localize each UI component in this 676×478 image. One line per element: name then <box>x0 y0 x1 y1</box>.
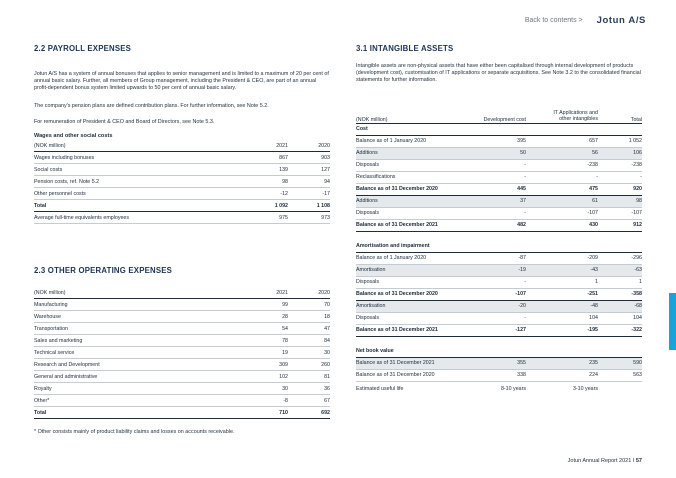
value-2021: 78 <box>246 335 288 347</box>
row-label: Estimated useful life <box>356 385 404 392</box>
value-total: 920 <box>598 183 642 195</box>
value-2020: 94 <box>288 176 330 188</box>
spacer-cell <box>356 231 642 241</box>
intangible-row <box>356 219 642 231</box>
value-2020: 973 <box>288 212 330 224</box>
value-2020: -17 <box>288 188 330 200</box>
value-it-applications: -107 <box>526 207 598 219</box>
value-2021: 54 <box>246 323 288 335</box>
wages-row <box>34 176 330 188</box>
value-2020: 1 108 <box>288 200 330 212</box>
intangible-row <box>356 312 642 324</box>
value-it-applications: 430 <box>526 219 598 231</box>
empty-cell <box>598 381 642 396</box>
row-label: Other* <box>34 395 246 407</box>
value-development-cost: 395 <box>460 135 526 147</box>
value-it-applications: 56 <box>526 147 598 159</box>
value-development-cost: - <box>460 276 526 288</box>
value-2021: 102 <box>246 371 288 383</box>
value-2020: 18 <box>288 311 330 323</box>
value-total: 1 <box>598 276 642 288</box>
value-2020: 84 <box>288 335 330 347</box>
row-label: Amortisation <box>356 264 460 276</box>
net-book-value-section-title <box>356 346 642 358</box>
value-2021: 19 <box>246 347 288 359</box>
value-development-cost: -19 <box>460 264 526 276</box>
opex-col-2020: 2020 <box>288 287 330 299</box>
opex-col-unit: (NOK million) <box>34 287 246 299</box>
value-it-applications: -209 <box>526 252 598 264</box>
row-label: Average full-time equivalents employees <box>34 212 246 224</box>
opex-row <box>34 347 330 359</box>
row-label: Balance as of 31 December 2020 <box>356 369 460 381</box>
pension-note: The company's pension plans are defined contribution plans. For further information, see Note 5.2. <box>34 102 269 109</box>
value-it-applications: -48 <box>526 300 598 312</box>
opex-row <box>34 323 330 335</box>
value-total: -322 <box>598 324 642 336</box>
intangible-row <box>356 171 642 183</box>
value-development-cost: 355 <box>460 357 526 369</box>
row-label: Wages including bonuses <box>34 152 246 164</box>
opex-col-2021: 2021 <box>246 287 288 299</box>
value-2021: 28 <box>246 311 288 323</box>
row-label: Balance as of 31 December 2021 <box>356 357 460 369</box>
remuneration-note: For remuneration of President & CEO and Board of Directors, see Note 5.3. <box>34 118 215 125</box>
value-2021: 975 <box>246 212 288 224</box>
left-column <box>34 44 330 436</box>
opex-row <box>34 395 330 407</box>
value-it-applications: 224 <box>526 369 598 381</box>
intangible-row <box>356 357 642 369</box>
payroll-title: 2.2 PAYROLL EXPENSES <box>34 44 132 53</box>
value-it-applications: 1 <box>526 276 598 288</box>
row-label: Total <box>34 407 246 419</box>
row-label: Balance as of 31 December 2021 <box>356 219 460 231</box>
row-label: Research and Development <box>34 359 246 371</box>
row-label: Warehouse <box>34 311 246 323</box>
value-2020: 67 <box>288 395 330 407</box>
intangible-row <box>356 159 642 171</box>
row-label: Manufacturing <box>34 299 246 311</box>
value-it-applications: -251 <box>526 288 598 300</box>
intangible-row <box>356 288 642 300</box>
section-accent-bar <box>669 293 676 350</box>
row-label: Additions <box>356 195 460 207</box>
wages-total-row <box>34 200 330 212</box>
value-2021: 99 <box>246 299 288 311</box>
row-label: Disposals <box>356 276 460 288</box>
page-number: 57 <box>635 458 642 464</box>
value-total: 590 <box>598 357 642 369</box>
value-total: 98 <box>598 195 642 207</box>
row-label: Disposals <box>356 207 460 219</box>
footer-report-title: Jotun Annual Report 2021 <box>567 458 632 464</box>
value-it-applications: 475 <box>526 183 598 195</box>
value-2021: 710 <box>246 407 288 419</box>
section-spacer <box>356 336 642 346</box>
opex-row <box>34 383 330 395</box>
value-it-applications: 61 <box>526 195 598 207</box>
row-label: Balance as of 1 January 2020 <box>356 135 460 147</box>
opex-row <box>34 299 330 311</box>
wages-col-2020: 2020 <box>288 140 330 152</box>
value-2021: -12 <box>246 188 288 200</box>
value-2021: 98 <box>246 176 288 188</box>
intangible-col-it <box>526 105 598 124</box>
row-label: Additions <box>356 147 460 159</box>
page-header <box>525 13 646 27</box>
amortisation-section-title <box>356 241 642 253</box>
row-label: Social costs <box>34 164 246 176</box>
value-total: -107 <box>598 207 642 219</box>
value-development-cost: -107 <box>460 288 526 300</box>
value-total: 1 052 <box>598 135 642 147</box>
row-label: Balance as of 1 January 2020 <box>356 252 460 264</box>
wages-table-title: Wages and other social costs <box>34 133 113 140</box>
intangible-col-it-line1: IT Applications and <box>553 109 598 116</box>
value-2020: 81 <box>288 371 330 383</box>
value-development-cost: - <box>460 159 526 171</box>
intangible-row <box>356 276 642 288</box>
value-2021: 30 <box>246 383 288 395</box>
right-column <box>356 44 642 396</box>
value-development-cost: 338 <box>460 369 526 381</box>
intangible-col-unit: (NOK million) <box>356 105 460 124</box>
row-label: Technical service <box>34 347 246 359</box>
value-total: 912 <box>598 219 642 231</box>
brand-logo-text: Jotun A/S <box>596 14 646 26</box>
value-it-applications: 657 <box>526 135 598 147</box>
value-2020: 70 <box>288 299 330 311</box>
section-spacer <box>356 231 642 241</box>
intangible-col-dev: Development cost <box>460 105 526 124</box>
value-2020: 30 <box>288 347 330 359</box>
value-development-cost: 50 <box>460 147 526 159</box>
value-2020: 47 <box>288 323 330 335</box>
row-label: Transportation <box>34 323 246 335</box>
section-title: Cost <box>356 123 642 135</box>
value-total: -296 <box>598 252 642 264</box>
intangible-row <box>356 183 642 195</box>
value-it-applications: - <box>526 171 598 183</box>
value-2021: 309 <box>246 359 288 371</box>
value-total: -63 <box>598 264 642 276</box>
value-development-cost: 482 <box>460 219 526 231</box>
value-development-cost: -127 <box>460 324 526 336</box>
wages-row <box>34 152 330 164</box>
value-total: 563 <box>598 369 642 381</box>
value-it-applications: -43 <box>526 264 598 276</box>
useful-life-row <box>356 381 642 396</box>
opex-footnote: * Other consists mainly of product liability claims and losses on accounts receivable. <box>34 429 235 436</box>
value-development-cost: - <box>460 171 526 183</box>
row-label: Disposals <box>356 312 460 324</box>
intangible-row <box>356 252 642 264</box>
value-development-cost: -20 <box>460 300 526 312</box>
intangible-row <box>356 135 642 147</box>
footer-separator: I <box>632 458 635 464</box>
row-label: Royalty <box>34 383 246 395</box>
row-label: Balance as of 31 December 2021 <box>356 324 460 336</box>
wages-table <box>34 140 330 224</box>
value-2020: 903 <box>288 152 330 164</box>
payroll-intro: Jotun A/S has a system of annual bonuses that applies to senior management and is limited to a maximum of 20 per cent of annual basic salary. Further, all members of Group management, including the President & CEO, are part of an annual profit-dependent bonus system limited upwards to 50 per cent of annual basic salary. <box>34 71 329 92</box>
value-total: -238 <box>598 159 642 171</box>
wages-row <box>34 164 330 176</box>
value-2020: 260 <box>288 359 330 371</box>
row-label: Other personnel costs <box>34 188 246 200</box>
intangible-row <box>356 300 642 312</box>
value-total: 106 <box>598 147 642 159</box>
opex-title: 2.3 OTHER OPERATING EXPENSES <box>34 266 173 276</box>
value-2020: 127 <box>288 164 330 176</box>
row-label: Sales and marketing <box>34 335 246 347</box>
opex-row <box>34 335 330 347</box>
row-label: Disposals <box>356 159 460 171</box>
value-total: -68 <box>598 300 642 312</box>
value-total: -358 <box>598 288 642 300</box>
value-total: - <box>598 171 642 183</box>
value-2020: 692 <box>288 407 330 419</box>
wages-col-unit: (NOK million) <box>34 140 246 152</box>
value-development-cost: -87 <box>460 252 526 264</box>
value-it-applications: 235 <box>526 357 598 369</box>
intangible-title: 3.1 INTANGIBLE ASSETS <box>356 44 454 53</box>
intangible-row <box>356 207 642 219</box>
intangible-row <box>356 324 642 336</box>
value-development-cost: 37 <box>460 195 526 207</box>
value-development-cost: 8-10 years <box>500 385 526 392</box>
section-title: Net book value <box>356 346 642 358</box>
value-2020: 36 <box>288 383 330 395</box>
row-label: Reclassifications <box>356 171 460 183</box>
opex-row <box>34 371 330 383</box>
row-label: Balance as of 31 December 2020 <box>356 183 460 195</box>
value-2021: 867 <box>246 152 288 164</box>
opex-table <box>34 287 330 419</box>
intangible-row <box>356 147 642 159</box>
spacer-cell <box>356 336 642 346</box>
value-it-applications: -195 <box>526 324 598 336</box>
section-title: Amortisation and impairment <box>356 241 642 253</box>
value-it-applications: -238 <box>526 159 598 171</box>
wages-row <box>34 188 330 200</box>
opex-row <box>34 311 330 323</box>
intangible-intro: Intangible assets are non-physical assets that have either been capitalised through internal development of products (development cost), customisation of IT applications or separate acquisitions. See Note 3.2 to the consolidated financial statements for further information. <box>356 63 641 84</box>
row-label: Amortisation <box>356 300 460 312</box>
row-label: General and administrative <box>34 371 246 383</box>
row-label: Total <box>34 200 246 212</box>
opex-row <box>34 359 330 371</box>
value-development-cost: 445 <box>460 183 526 195</box>
intangible-row <box>356 195 642 207</box>
value-it-applications: 104 <box>526 312 598 324</box>
value-2021: -8 <box>246 395 288 407</box>
row-label: Pension costs, ref. Note 5.2 <box>34 176 246 188</box>
intangible-col-it-line2: other intangibles <box>559 116 598 123</box>
value-2021: 139 <box>246 164 288 176</box>
row-label: Balance as of 31 December 2020 <box>356 288 460 300</box>
intangible-table <box>356 105 642 396</box>
intangible-col-total: Total <box>598 105 642 124</box>
wages-average-fte-row <box>34 212 330 224</box>
cost-section-title <box>356 123 642 135</box>
value-development-cost: - <box>460 312 526 324</box>
intangible-row <box>356 369 642 381</box>
page-footer <box>568 458 642 464</box>
intangible-row <box>356 264 642 276</box>
value-it-applications: 3-10 years <box>572 385 598 392</box>
value-development-cost: - <box>460 207 526 219</box>
back-to-contents-link[interactable]: Back to contents > <box>524 16 583 24</box>
wages-col-2021: 2021 <box>246 140 288 152</box>
value-2021: 1 092 <box>246 200 288 212</box>
value-total: 104 <box>598 312 642 324</box>
opex-total-row <box>34 407 330 419</box>
